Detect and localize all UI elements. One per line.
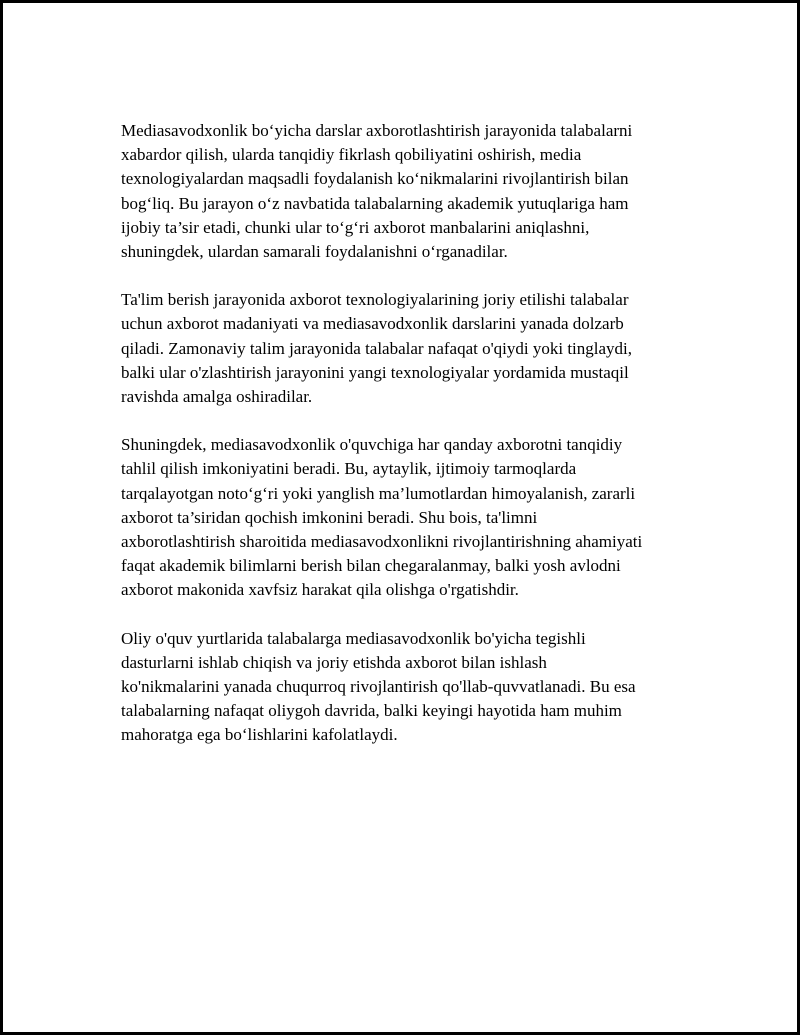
paragraph-1: Mediasavodxonlik bo‘yicha darslar axborotlashtirish jarayonida talabalarni xabardor qilish, ularda tanqidiy fikrlash qobiliyatini oshirish, media texnologiyalardan maqsadli foydalanish ko‘nikmalarini rivojlantirish bilan bog‘liq. Bu jarayon o‘z navbatida talabalarning akademik yutuqlariga ham ijobiy ta’sir etadi, chunki ular to‘g‘ri axborot manbalarini aniqlashni, shuningdek, ulardan samarali foydalanishni o‘rganadilar.	[121, 121, 633, 262]
paragraph-3: Shuningdek, mediasavodxonlik o'quvchiga har qanday axborotni tanqidiy tahlil qilish imkoniyatini beradi. Bu, aytaylik, ijtimoiy tarmoqlarda tarqalayotgan noto‘g‘ri yoki yanglish ma’lumotlardan himoyalanish, zararli axborot ta’siridan qochish imkonini beradi. Shu bois, ta'limni axborotlashtirish sharoitida mediasavodxonlikni rivojlantirishning ahamiyati faqat akademik bilimlarni berish bilan chegaralanmay, balki yosh avlodni axborot makonida xavfsiz harakat qila olishga o'rgatishdir.	[121, 435, 643, 600]
paragraph-2: Ta'lim berish jarayonida axborot texnologiyalarining joriy etilishi talabalar uchun axborot madaniyati va mediasavodxonlik darslarini yanada dolzarb qiladi. Zamonaviy talim jarayonida talabalar nafaqat o'qiydi yoki tinglaydi, balki ular o'zlashtirish jarayonini yangi texnologiyalar yordamida mustaqil ravishda amalga oshiradilar.	[121, 290, 633, 407]
document-body	[121, 119, 687, 772]
paragraph-4: Oliy o'quv yurtlarida talabalarga mediasavodxonlik bo'yicha tegishli dasturlarni ishlab chiqish va joriy etishda axborot bilan ishlash ko'nikmalarini yanada chuqurroq rivojlantirish qo'llab-quvvatlanadi. Bu esa talabalarning nafaqat oliygoh davrida, balki keyingi hayotida ham muhim mahoratga ega bo‘lishlarini kafolatlaydi.	[121, 628, 636, 745]
